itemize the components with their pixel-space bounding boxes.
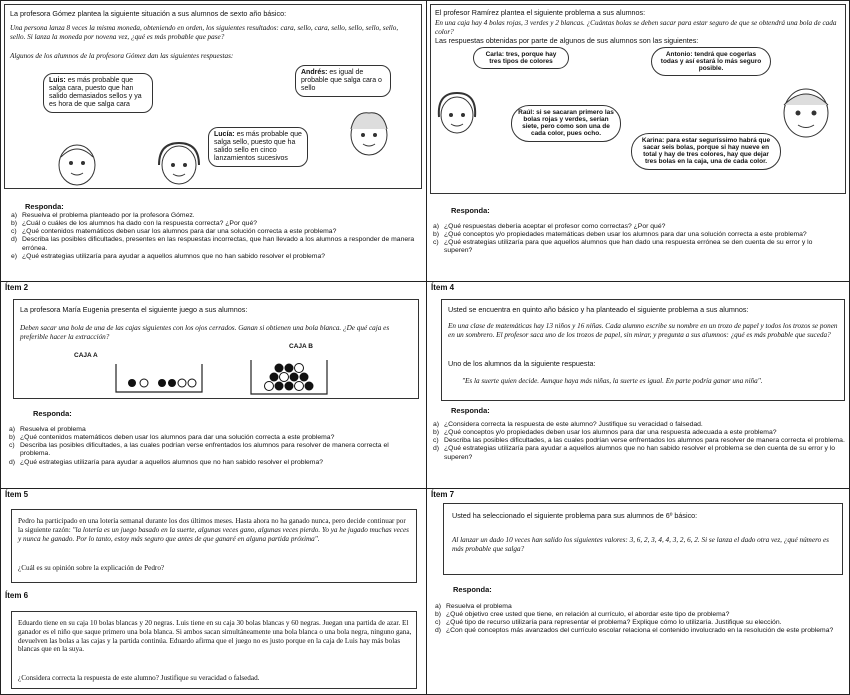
item-5-question: ¿Cuál es su opinión sobre la explicación de Pedro? — [18, 564, 165, 572]
question-letter: d) — [11, 236, 18, 244]
cell-item-1 — [1, 1, 426, 281]
question-letter: b) — [435, 611, 442, 619]
question-letter: a) — [433, 421, 440, 428]
item-7-intro: Usted ha seleccionado el siguiente problema para sus alumnos de 6º básico: — [452, 511, 698, 520]
question-letter: b) — [11, 220, 18, 228]
question-item — [433, 445, 845, 461]
item-3-respond-title: Responda: — [451, 206, 490, 215]
question-letter: a) — [433, 223, 440, 230]
question-text: Describa las posibles dificultades, a las cuales podrían verse enfrentados los alumnos para resolver de manera correcta el problema. — [20, 442, 389, 458]
boy-face-icon — [345, 105, 393, 157]
question-text: ¿Qué contenidos matemáticos deben usar los alumnos para dar una solución correcta a este problema? — [22, 228, 337, 236]
item-5-label: Ítem 5 — [5, 490, 29, 499]
item-4-label: Ítem 4 — [431, 283, 455, 292]
question-text: ¿Qué tipo de recurso utilizaría para representar el problema? Explique cómo lo utilizaría. Justifique su elección. — [446, 619, 782, 627]
question-letter: c) — [433, 437, 439, 445]
item-2-problem: Deben sacar una bola de una de las cajas siguientes con los ojos cerrados. Ganan si obtienen una bola blanca. ¿De qué caja es preferible hacer la extracción? — [20, 324, 390, 341]
girl-face-icon — [153, 135, 205, 187]
question-letter: c) — [9, 442, 15, 450]
caja-b-label: CAJA B — [289, 343, 313, 350]
question-text: Resuelva el problema planteado por la profesora Gómez. — [22, 212, 195, 219]
lucia-bubble — [208, 127, 308, 167]
item-3-problem: En una caja hay 4 bolas rojas, 3 verdes y 2 blancas. ¿Cuántas bolas se deben sacar para estar seguro de que se obtendrá una bola de cada color? — [435, 19, 837, 36]
item-1-respond-title: Responda: — [25, 202, 64, 211]
andres-bubble — [295, 65, 391, 97]
item-2-respond-title: Responda: — [33, 409, 72, 418]
question-text: ¿Qué estrategias utilizaría para que aquellos alumnos que han dado una respuesta errónea se den cuenta de su error y lo superen? — [444, 239, 813, 255]
item-7-question-list — [435, 603, 843, 636]
question-text: ¿Qué estrategias utilizaría para ayudar a aquellos alumnos que no han sabido resolver el problema? — [22, 252, 326, 260]
question-text: Resuelva el problema — [446, 603, 512, 610]
item-4-respond-title: Responda: — [451, 406, 490, 415]
item-5-text-plain: Pedro ha participado en una lotería semanal durante los dos últimos meses. Hasta ahora no ha ganado nunca, pero decide continuar por la siguiente razón: — [18, 517, 406, 534]
item-7-respond-title: Responda: — [453, 585, 492, 594]
luis-bubble — [43, 73, 153, 113]
item-4-question-list — [433, 421, 845, 462]
question-text: ¿Considera correcta la respuesta de este alumno? Justifique su veracidad o falsedad. — [444, 421, 703, 428]
item-1-problem: Una persona lanza 8 veces la misma moneda, obteniendo en orden, los siguientes resultados: cara, sello, cara, sello, sello, sello, sello, sello. Si lanza la moneda por novena vez, ¿qué es más probable que pase? — [10, 24, 399, 41]
caja-a-label: CAJA A — [74, 352, 98, 359]
boy-face-icon — [53, 135, 101, 187]
lucia-text: es más probable que salga sello, puesto que ha salido sello en cinco lanzamientos sucesivos — [214, 131, 302, 163]
item-7-label: Ítem 7 — [431, 490, 455, 499]
item-1-question-list — [11, 212, 416, 261]
item-7-problem-box — [443, 503, 843, 575]
question-letter: d) — [435, 627, 442, 635]
row-divider-1 — [1, 281, 850, 282]
item-2-problem-box — [13, 299, 419, 399]
question-text: ¿Qué estrategias utilizaría para ayudar a aquellos alumnos que no han sabido resolver el problema? — [20, 458, 324, 466]
item-4-answer: "Es la suerte quien decide. Aunque haya más niñas, la suerte es igual. En parte podría ganar una niña". — [462, 377, 763, 385]
luis-name: Luis: — [49, 77, 66, 84]
item-2-question-list — [9, 426, 419, 467]
lucia-name: Lucía: — [214, 131, 235, 138]
cell-item-2 — [1, 293, 426, 488]
item-5-text-quote: "la lotería es un juego basado en la suerte, algunas veces gano, algunas veces pierdo. Yo ya he jugado muchas veces y nunca he ganado. Por lo tanto, estoy más seguro que antes de que ganaré en alguna partida próxima". — [18, 525, 409, 543]
item-1-intro: La profesora Gómez plantea la siguiente situación a sus alumnos de sexto año básico: — [10, 9, 287, 18]
item-3-intro: El profesor Ramírez plantea el siguiente problema a sus alumnos: — [435, 8, 646, 17]
question-letter: c) — [435, 619, 441, 627]
question-text: ¿Qué conceptos y/o propiedades deben usar los alumnos para dar una respuesta adecuada a este problema? — [444, 429, 777, 437]
question-text: Describa las posibles dificultades, presentes en las respuestas incorrectas, que han llevado a los alumnos a responder de manera errónea. — [22, 236, 415, 252]
box-b-balls-icon — [249, 358, 329, 396]
question-item — [9, 459, 419, 467]
question-item — [433, 429, 845, 437]
question-item — [11, 236, 416, 252]
item-2-label: Ítem 2 — [5, 283, 29, 292]
question-item — [435, 627, 843, 635]
boy-face-icon — [776, 75, 836, 145]
question-text: ¿Cuál o cuáles de los alumnos ha dado con la respuesta correcta? ¿Por qué? — [22, 220, 258, 228]
item-5-text — [18, 517, 412, 543]
question-letter: d) — [433, 445, 440, 453]
item-6-text: Eduardo tiene en su caja 10 bolas blancas y 20 negras. Luis tiene en su caja 30 bolas blancas y 60 negras. Juegan una partida de azar. El ganador es el niño que saque primero una bola blanca. Si ambos sacan simultáneamente una bola blanca o una bola negra, ninguno gana, devuelven las bolas a las cajas y la partida continúa. Eduardo afirma que el juego no es justo porque en la caja de Luis hay más bolas blancas que en la suya. — [18, 619, 412, 654]
girl-face-icon — [435, 83, 479, 139]
item-7-problem: Al lanzar un dado 10 veces han salido los siguientes valores: 3, 6, 2, 3, 4, 4, 3, 2, 6, 2. Si se lanza el dado otra vez, ¿qué número es más probable que salga? — [452, 536, 829, 553]
karina-cloud: Karina: para estar seguríssimo habrá que sacar seis bolas, porque si hay nueve en total y hay de tres colores, hay que dejar tres bolas en la caja, una de cada color. — [631, 133, 781, 170]
antonio-cloud: Antonio: tendrá que cogerlas todas y así estará lo más seguro posible. — [651, 47, 771, 76]
item-3-problem-box — [430, 4, 846, 194]
question-item — [11, 220, 416, 228]
question-item — [435, 603, 843, 611]
question-text: ¿Qué objetivo cree usted que tiene, en relación al currículo, el abordar este tipo de problema? — [446, 611, 730, 619]
question-letter: b) — [433, 231, 440, 239]
item-4-problem: En una clase de matemáticas hay 13 niños y 16 niñas. Cada alumno escribe su nombre en un trozo de papel y todos los trozos se ponen en un sombrero. El profesor saca uno de los trozos de papel, sin mirar, y pregunta a sus alumnos: ¿qué es más probable que suceda? — [448, 322, 838, 339]
question-item — [433, 223, 838, 231]
question-item — [9, 434, 419, 442]
item-3-question-list — [433, 223, 838, 256]
question-item — [433, 239, 838, 255]
box-a-balls-icon — [114, 362, 204, 394]
question-item — [433, 231, 838, 239]
question-letter: b) — [9, 434, 16, 442]
question-letter: a) — [11, 212, 18, 219]
question-item — [11, 228, 416, 236]
item-6-problem-box — [11, 611, 417, 689]
item-5-problem-box — [11, 509, 417, 583]
question-text: ¿Qué conceptos y/o propiedades matemáticas deben usar los alumnos para dar una solución correcta a este problema? — [444, 231, 807, 239]
question-letter: a) — [9, 426, 16, 433]
item-4-answer-intro: Uno de los alumnos da la siguiente respuesta: — [448, 359, 596, 368]
row-divider-2 — [1, 488, 850, 489]
item-6-label: Ítem 6 — [5, 591, 29, 600]
item-3-answers-intro: Las respuestas obtenidas por parte de algunos de sus alumnos son las siguientes: — [435, 36, 699, 45]
question-item — [11, 212, 416, 220]
item-6-question: ¿Considera correcta la respuesta de este alumno? Justifique su veracidad o falsedad. — [18, 674, 260, 682]
luis-text: es más probable que salga cara, puesto que han salido demasiados sellos y ya es hora de que salga cara — [49, 77, 142, 109]
andres-name: Andrés: — [301, 69, 328, 76]
item-4-intro: Usted se encuentra en quinto año básico y ha planteado el siguiente problema a sus alumnos: — [448, 305, 749, 314]
question-item — [433, 421, 845, 429]
item-2-intro: La profesora María Eugenia presenta el siguiente juego a sus alumnos: — [20, 305, 248, 314]
carla-cloud: Carla: tres, porque hay tres tipos de colores — [473, 47, 569, 69]
question-letter: d) — [9, 458, 16, 466]
question-item — [9, 442, 419, 458]
item-1-answers-intro: Algunos de los alumnos de la profesora Gómez dan las siguientes respuestas: — [10, 52, 234, 60]
question-text: ¿Qué contenidos matemáticos deben usar los alumnos para dar una solución correcta a este problema? — [20, 434, 335, 442]
question-text: Describa las posibles dificultades, a las cuales podrían verse enfrentados los alumnos para resolver de manera correcta el problema. — [444, 437, 845, 445]
andres-text: es igual de probable que salga cara o sello — [301, 69, 382, 93]
cell-item-3 — [427, 1, 850, 281]
cell-item-4 — [427, 293, 850, 488]
raul-cloud: Raúl: si se sacaran primero las bolas rojas y verdes, serían siete, pero como son una de cada color, pues ocho. — [511, 105, 621, 142]
question-text: Resuelva el problema — [20, 426, 86, 433]
question-letter: c) — [11, 228, 17, 236]
item-4-problem-box — [441, 299, 845, 401]
item-1-problem-box — [4, 4, 422, 189]
question-item — [11, 253, 416, 261]
question-letter: b) — [433, 429, 440, 437]
question-item — [435, 611, 843, 619]
question-text: ¿Qué estrategias utilizaría para ayudar a aquellos alumnos que no han sabido resolver el problema se den cuenta de su error y lo superen? — [444, 445, 836, 461]
question-item — [9, 426, 419, 434]
question-letter: c) — [433, 239, 439, 247]
question-item — [433, 437, 845, 445]
question-letter: e) — [11, 252, 18, 260]
question-text: ¿Con qué conceptos más avanzados del currículo escolar relaciona el contenido involucrado en la resolución de este problema? — [446, 627, 834, 635]
question-text: ¿Qué respuestas debería aceptar el profesor como correctas? ¿Por qué? — [444, 223, 666, 230]
question-letter: a) — [435, 603, 442, 610]
question-item — [435, 619, 843, 627]
